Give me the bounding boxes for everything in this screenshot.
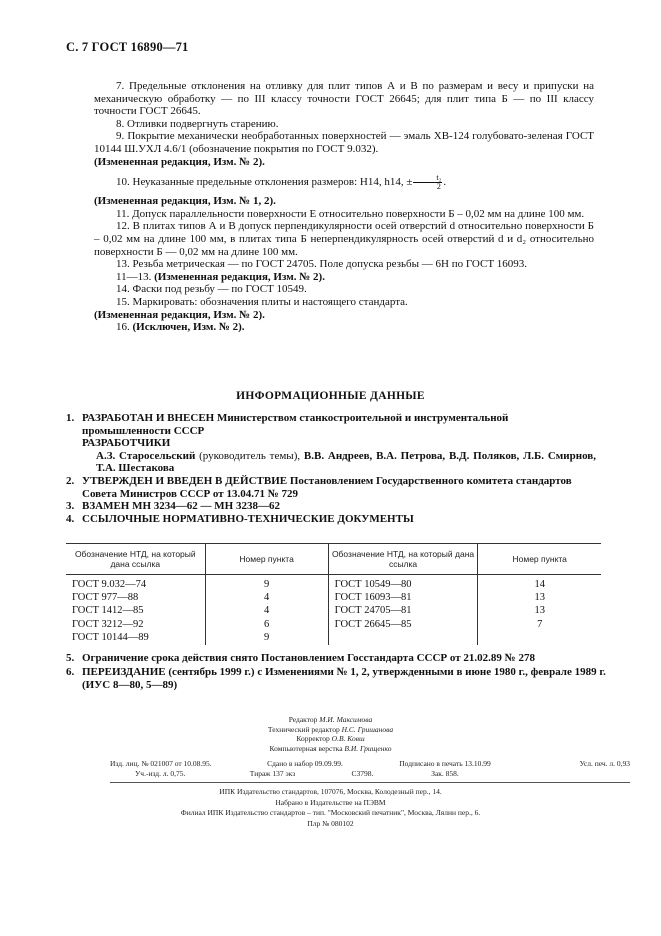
item-11-13-note-text: (Измененная редакция, Изм. № 2). (154, 270, 325, 283)
item-cell: 9 (205, 575, 328, 593)
item-cell (478, 632, 601, 645)
item-cell: 9 (205, 632, 328, 645)
item-cell: 14 (534, 579, 545, 590)
fraction-denominator: 2 (436, 182, 441, 192)
item-11-13-note (94, 271, 594, 284)
header-doc-right: Обозначение НТД, на который дана ссылка (328, 544, 478, 575)
item-cell: 4 (205, 592, 328, 605)
standard-requirements (94, 80, 594, 334)
editor-line (0, 715, 661, 725)
info-item-5-number: 5. (66, 652, 75, 664)
doc-cell: ГОСТ 16093—81 (328, 592, 478, 605)
info-item-6-text: ПЕРЕИЗДАНИЕ (сентябрь 1999 г.) с Изменениями № 1, 2, утвержденными в июне 1980 г., феврале 1989 г. (ИУС 8—80, 5—89) (82, 666, 606, 691)
developers-list (66, 450, 596, 475)
publisher-address: ИПК Издательство стандартов, 107076, Москва, Колодезный пер., 14. (219, 787, 442, 796)
info-item-2-number: 2. (66, 474, 75, 487)
tech-editor-line (0, 725, 661, 735)
item-cell: 13 (534, 592, 545, 604)
info-item-4-text: ССЫЛОЧНЫЕ НОРМАТИВНО-ТЕХНИЧЕСКИЕ ДОКУМЕНТЫ (82, 512, 414, 525)
printing-house-address: Филиал ИПК Издательство стандартов – тип. "Московский печатник", Москва, Лялин пер., 6. (180, 808, 481, 817)
item-cell: 13 (534, 605, 545, 617)
fraction-numerator: t₂ (413, 174, 442, 183)
doc-cell: ГОСТ 977—88 (66, 592, 205, 605)
info-item-2-text: УТВЕРЖДЕН И ВВЕДЕН В ДЕЙСТВИЕ Постановлением Государственного комитета стандартов Совета Министров СССР от 13.04.71 № 729 (82, 474, 572, 500)
developers-label: РАЗРАБОТЧИКИ (82, 437, 171, 450)
header-doc-left: Обозначение НТД, на который дана ссылка (66, 544, 205, 575)
item-11: 11. Допуск параллельности поверхности Е относительно поверхности Б – 0,02 мм на длине 100 мм. (116, 207, 585, 220)
table-row (66, 632, 601, 645)
item-9-note: (Измененная редакция, Изм. № 2). (94, 155, 265, 168)
info-item-1-number: 1. (66, 412, 75, 424)
info-item-6-number: 6. (66, 666, 75, 678)
item-16-note: (Исключен, Изм. № 2). (132, 321, 245, 334)
tech-editor-label: Технический редактор (267, 724, 340, 734)
item-14: 14. Фаски под резьбу — по ГОСТ 10549. (116, 283, 307, 296)
fraction-t2-over-2 (413, 174, 442, 191)
publisher-info (0, 787, 661, 829)
item-7: 7. Предельные отклонения на отливку для плит типов А и В по размерам и весу и припуски на механическую обработку — по III классу точности ГОСТ 26645; для плит типа Б — по III классу точности ГОСТ 26645. (94, 80, 594, 118)
layout-label: Компьютерная верстка (269, 743, 343, 753)
info-item-5 (66, 652, 606, 665)
doc-cell: ГОСТ 9.032—74 (66, 575, 205, 593)
info-data-section (66, 412, 596, 525)
proofreader-name: О.В. Ковш (331, 734, 365, 744)
doc-cell: ГОСТ 24705—81 (328, 605, 478, 618)
info-item-1 (66, 412, 596, 437)
item-16-number: 16. (116, 321, 130, 334)
table-row (66, 605, 601, 618)
item-15-note: (Измененная редакция, Изм. № 2). (94, 308, 265, 321)
tech-editor-name: Н.С. Гришанова (341, 724, 394, 734)
info-item-4 (66, 513, 596, 526)
header-item-right: Номер пункта (478, 544, 601, 575)
item-13: 13. Резьба метрическая — по ГОСТ 24705. Поле допуска резьбы — 6Н по ГОСТ 16093. (116, 258, 528, 271)
doc-cell (328, 632, 478, 645)
info-item-3-text: ВЗАМЕН МН 3234—62 — МН 3238—62 (82, 500, 280, 513)
license-number: Изд. лиц. № 021007 от 10.08.95. (110, 759, 212, 768)
info-item-1-text: РАЗРАБОТАН И ВНЕСЕН Министерством станкостроительной и инструментальной промышленности СССР (82, 412, 509, 437)
doc-cell: ГОСТ 10549—80 (328, 575, 478, 593)
doc-cell: ГОСТ 26645—85 (328, 619, 478, 632)
item-12: 12. В плитах типов А и В допуск перпендикулярности осей отверстий d относительно поверхности Б – 0,02 мм на длине 100 мм, в плитах типа Б неперпендикулярность осей отверстий d и d₂ относительно поверхности Б — 0,02 мм на длине 100 мм. (94, 220, 594, 258)
typeset-note: Набрано в Издательстве на ПЭВМ (275, 797, 386, 807)
item-15: 15. Маркировать: обозначения плиты и настоящего стандарта. (116, 295, 408, 308)
info-item-2 (66, 475, 596, 500)
conventional-sheets: Усл. печ. л. 0,93 (579, 759, 630, 768)
item-10-note: (Измененная редакция, Изм. № 1, 2). (94, 195, 276, 208)
publisher-sheets: Уч.-изд. л. 0,75. (135, 769, 186, 778)
license-plr: Плр № 080102 (307, 818, 354, 828)
item-cell: 7 (537, 618, 543, 630)
editorial-credits (0, 715, 661, 753)
info-item-3 (66, 500, 596, 513)
table-row (66, 575, 601, 593)
item-cell: 4 (205, 605, 328, 618)
item-16 (94, 321, 594, 334)
layout-line (0, 744, 661, 754)
doc-cell: ГОСТ 1412—85 (66, 605, 205, 618)
table-row (66, 619, 601, 632)
print-details-row-1 (110, 759, 630, 768)
info-item-3-number: 3. (66, 500, 75, 513)
reference-documents-table (66, 543, 601, 645)
proofreader-line (0, 734, 661, 744)
order-number: Зак. 858. (431, 769, 459, 778)
divider (110, 782, 630, 783)
c-number: С3798. (351, 769, 374, 778)
layout-name: В.И. Грищенко (344, 743, 392, 753)
editor-label: Редактор (288, 715, 318, 724)
item-cell: 6 (205, 619, 328, 632)
developer-lead-role: (руководитель темы), (199, 449, 301, 462)
item-10 (94, 174, 594, 191)
signed-for-print: Подписано в печать 13.10.99 (399, 759, 491, 768)
item-11-13-number: 11—13. (116, 270, 152, 283)
item-10-text: 10. Неуказанные предельные отклонения размеров: Н14, h14, ± (116, 176, 413, 189)
item-9: 9. Покрытие механически необработанных поверхностей — эмаль ХВ-124 голубовато-зеленая ГОСТ 10144 Ш.УХЛ 4.6/1 (обозначение покрытия по ГОСТ 9.032). (94, 130, 594, 155)
print-details-row-2 (135, 769, 655, 778)
print-run: Тираж 137 экз (249, 769, 296, 778)
header-item-left: Номер пункта (205, 544, 328, 575)
proofreader-label: Корректор (296, 734, 330, 744)
item-10-suffix: . (443, 176, 447, 189)
editor-name: М.И. Максимова (319, 715, 373, 724)
table-row (66, 592, 601, 605)
table-header-row (66, 544, 601, 575)
developers-rest: В.В. Андреев, В.А. Петрова, В.Д. Поляков, Л.Б. Смирнов, Т.А. Шестакова (96, 449, 596, 475)
info-data-title: ИНФОРМАЦИОННЫЕ ДАННЫЕ (236, 390, 425, 402)
info-data-continued (66, 652, 606, 692)
page-header: С. 7 ГОСТ 16890—71 (66, 40, 189, 54)
developer-lead: А.З. Старосельский (96, 449, 196, 462)
info-item-6 (66, 666, 606, 692)
info-item-4-number: 4. (66, 512, 75, 525)
item-8: 8. Отливки подвергнуть старению. (116, 117, 279, 130)
doc-cell: ГОСТ 3212—92 (66, 619, 205, 632)
sent-to-typesetting: Сдано в набор 09.09.99. (267, 759, 343, 768)
info-item-5-text: Ограничение срока действия снято Постановлением Госстандарта СССР от 21.02.89 № 278 (82, 652, 535, 664)
doc-cell: ГОСТ 10144—89 (66, 632, 205, 645)
